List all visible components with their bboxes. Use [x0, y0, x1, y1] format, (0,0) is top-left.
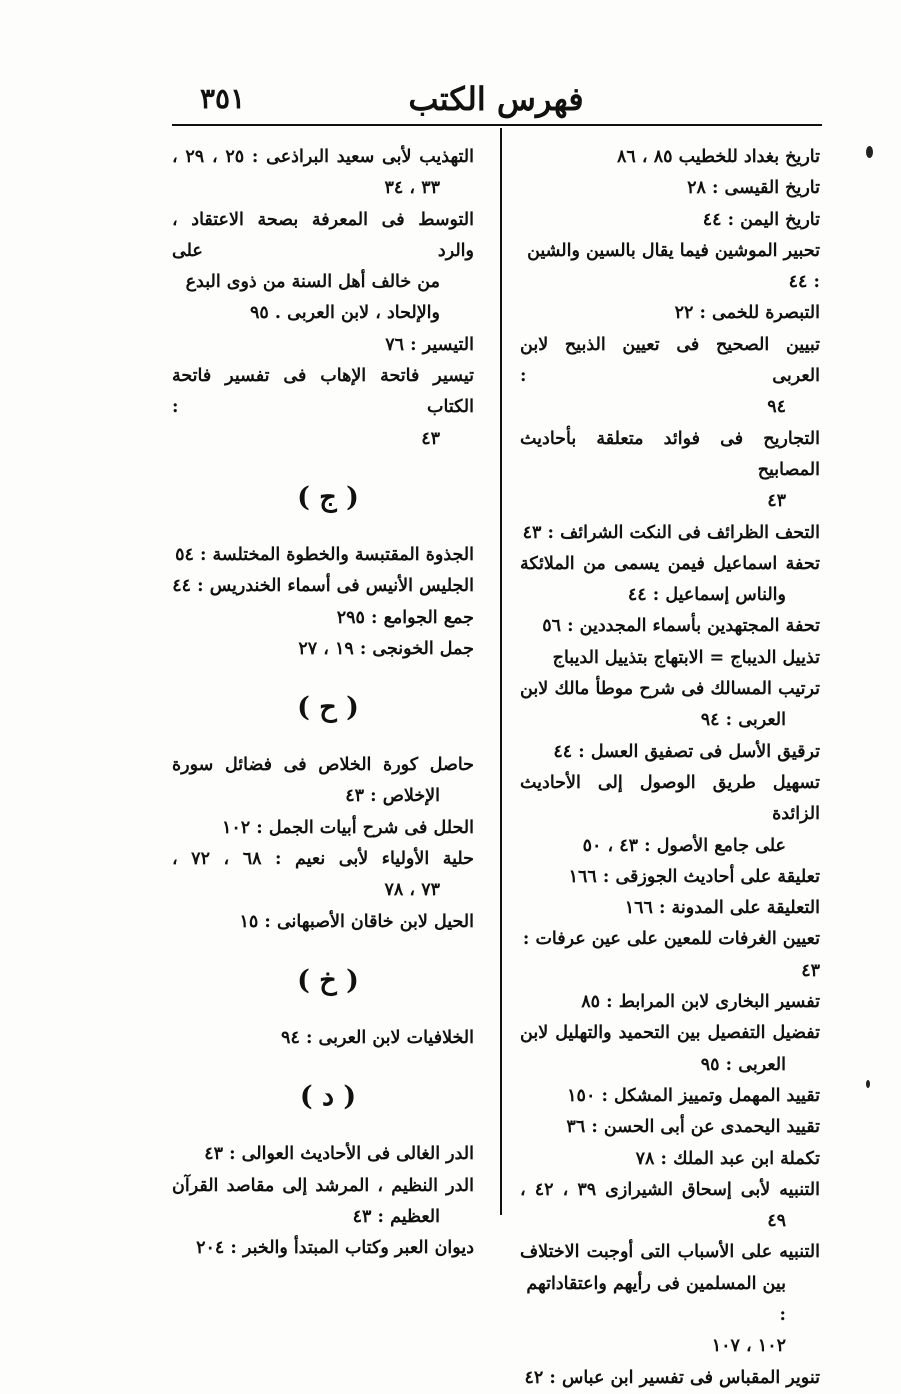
index-entry — [520, 142, 820, 173]
index-entry — [172, 142, 474, 205]
index-entry — [172, 571, 474, 602]
entry-title: تعليقة على أحاديث الجوزقى : ١٦٦ — [568, 866, 820, 887]
entry-title: ديوان العبر وكتاب المبتدأ والخبر : ٢٠٤ — [196, 1238, 474, 1259]
entry-title: تحفة اسماعيل فيمن يسمى من الملائكة — [520, 553, 820, 574]
index-entry — [520, 737, 820, 768]
index-entry — [172, 540, 474, 571]
page-number: ٣٥١ — [200, 82, 246, 115]
section-letter-heading — [172, 455, 484, 540]
entry-title: تقييد اليحمدى عن أبى الحسن : ٣٦ — [566, 1117, 820, 1138]
index-entry — [172, 603, 474, 634]
entry-title: تبيين الصحيح فى تعيين الذبيح لابن العربى : — [520, 334, 820, 387]
index-entry — [520, 643, 820, 674]
entry-title: تاريخ بغداد للخطيب ٨٥ ، ٨٦ — [617, 147, 820, 167]
index-entry — [520, 1237, 820, 1362]
index-entry — [172, 750, 474, 813]
entry-continuation: الإخلاص : ٤٣ — [345, 786, 440, 807]
index-entry — [172, 330, 474, 361]
entry-continuation: ٤٩ — [767, 1211, 786, 1232]
entry-title: الدر الغالى فى الأحاديث العوالى : ٤٣ — [204, 1144, 474, 1165]
entry-title: تنوير المقباس فى تفسير ابن عباس : ٤٢ — [524, 1367, 820, 1388]
section-letter-text: ( خ ) — [297, 964, 359, 996]
entry-continuation: ٩٤ — [767, 397, 786, 418]
index-entry — [172, 907, 474, 938]
section-letter-heading — [172, 938, 484, 1023]
index-entry — [520, 173, 820, 204]
entry-title: التهذيب لأبى سعيد البراذعى : ٢٥ ، ٢٩ ، — [172, 147, 474, 167]
entry-title: الحلل فى شرح أبيات الجمل : ١٠٢ — [221, 817, 474, 838]
index-entry — [172, 361, 474, 455]
entry-continuation: العظيم : ٤٣ — [352, 1206, 440, 1227]
entry-title: حاصل كورة الخلاص فى فضائل سورة — [172, 755, 474, 776]
index-entry — [520, 298, 820, 329]
index-entry — [520, 518, 820, 549]
entry-title: الجذوة المقتبسة والخطوة المختلسة : ٥٤ — [175, 544, 474, 565]
index-entry — [520, 1112, 820, 1143]
entry-continuation: ١٠٢ ، ١٠٧ — [711, 1336, 786, 1357]
section-letter-text: ( د ) — [299, 1081, 357, 1113]
entry-title: جمل الخونجى : ١٩ ، ٢٧ — [298, 638, 474, 659]
entry-title: الخلافيات لابن العربى : ٩٤ — [281, 1027, 474, 1048]
entry-continuation: من خالف أهل السنة من ذوى البدع — [185, 272, 440, 293]
entry-title: تكملة ابن عبد الملك : ٧٨ — [635, 1148, 820, 1169]
entry-continuation: ٧٣ ، ٧٨ — [384, 880, 440, 901]
index-entry — [520, 1081, 820, 1112]
entry-title: التنبيه على الأسباب التى أوجبت الاختلاف — [520, 1242, 820, 1263]
entry-continuation: ٤٣ — [767, 491, 786, 512]
ink-speck — [866, 146, 873, 158]
entry-continuation: والإلحاد ، لابن العربى . ٩٥ — [250, 303, 440, 324]
entry-title: الحيل لابن خاقان الأصبهانى : ١٥ — [239, 911, 474, 932]
entry-title: التجاريح فى فوائد متعلقة بأحاديث المصابيح — [520, 428, 820, 480]
index-entry — [520, 862, 820, 893]
entry-title: تحفة المجتهدين بأسماء المجددين : ٥٦ — [542, 616, 820, 637]
entry-title: الجليس الأنيس فى أسماء الخندريس : ٤٤ — [172, 576, 474, 597]
section-letter-heading — [172, 1054, 484, 1139]
index-entry — [172, 634, 474, 665]
entry-continuation: بين المسلمين فى رأيهم واعتقاداتهم : — [526, 1273, 786, 1325]
entry-title: تاريخ اليمن : ٤٤ — [702, 209, 820, 230]
index-entry — [520, 1363, 820, 1394]
entry-continuation: العربى : ٩٤ — [700, 710, 786, 731]
index-entry — [520, 768, 820, 862]
page-header — [172, 82, 820, 120]
index-entry — [520, 924, 820, 987]
index-entry — [520, 330, 820, 424]
index-entry — [172, 844, 474, 907]
right-index-column — [520, 142, 820, 1394]
entry-title: تيسير فاتحة الإهاب فى تفسير فاتحة الكتاب : — [172, 366, 474, 418]
entry-title: ترقيق الأسل فى تصفيق العسل : ٤٤ — [553, 741, 820, 762]
index-entry — [520, 549, 820, 612]
entry-title: حلية الأولياء لأبى نعيم : ٦٨ ، ٧٢ ، — [172, 849, 474, 870]
entry-continuation: العربى : ٩٥ — [700, 1054, 786, 1075]
index-entry — [172, 1139, 474, 1170]
entry-continuation: والناس إسماعيل : ٤٤ — [627, 585, 786, 606]
section-letter-text: ( ح ) — [297, 692, 359, 724]
index-entry — [520, 674, 820, 737]
index-entry — [520, 205, 820, 236]
entry-title: تسهيل طريق الوصول إلى الأحاديث الزائدة — [520, 772, 820, 825]
index-entry — [520, 1175, 820, 1238]
entry-title: التبصرة للخمى : ٢٢ — [674, 303, 820, 324]
entry-title: التعليقة على المدونة : ١٦٦ — [624, 898, 820, 919]
entry-continuation: ٣٣ ، ٣٤ — [384, 178, 440, 199]
index-entry — [520, 236, 820, 299]
page-title: فهرس الكتب — [408, 80, 584, 118]
entry-title: التيسير : ٧٦ — [385, 334, 474, 355]
index-entry — [172, 813, 474, 844]
entry-title: تحبير الموشين فيما يقال بالسين والشين : ٤٤ — [527, 240, 820, 293]
left-index-column — [172, 142, 474, 1264]
column-divider — [500, 128, 502, 1215]
entry-continuation: ٤٣ — [421, 428, 440, 449]
index-entry — [520, 424, 820, 518]
index-entry — [172, 205, 474, 330]
entry-title: تفضيل التفصيل بين التحميد والتهليل لابن — [520, 1023, 820, 1044]
index-entry — [520, 611, 820, 642]
entry-title: تقييد المهمل وتمييز المشكل : ١٥٠ — [567, 1085, 820, 1106]
entry-continuation: على جامع الأصول : ٤٣ ، ٥٠ — [582, 835, 786, 856]
index-entry — [172, 1023, 474, 1054]
index-entry — [520, 1018, 820, 1081]
ink-speck — [866, 1080, 870, 1088]
entry-title: التوسط فى المعرفة بصحة الاعتقاد ، والرد على — [172, 209, 474, 261]
index-entry — [172, 1171, 474, 1234]
entry-title: الدر النظيم ، المرشد إلى مقاصد القرآن — [172, 1175, 474, 1196]
entry-title: التحف الظرائف فى النكت الشرائف : ٤٣ — [522, 522, 820, 543]
entry-title: ترتيب المسالك فى شرح موطأ مالك لابن — [520, 679, 820, 700]
index-entry — [520, 987, 820, 1018]
index-entry — [520, 893, 820, 924]
index-entry — [172, 1233, 474, 1264]
header-rule — [172, 124, 822, 126]
section-letter-heading — [172, 665, 484, 750]
entry-title: تذييل الديباج = الابتهاج بتذييل الديباج — [552, 647, 820, 668]
section-letter-text: ( ج ) — [297, 481, 359, 513]
entry-title: تفسير البخارى لابن المرابط : ٨٥ — [581, 992, 820, 1013]
index-entry — [520, 1144, 820, 1175]
entry-title: تاريخ القيسى : ٢٨ — [687, 178, 820, 199]
entry-title: جمع الجوامع : ٢٩٥ — [336, 607, 474, 628]
entry-title: التنبيه لأبى إسحاق الشيرازى ٣٩ ، ٤٢ ، — [520, 1179, 820, 1200]
entry-title: تعيين الغرفات للمعين على عين عرفات : ٤٣ — [522, 929, 820, 981]
